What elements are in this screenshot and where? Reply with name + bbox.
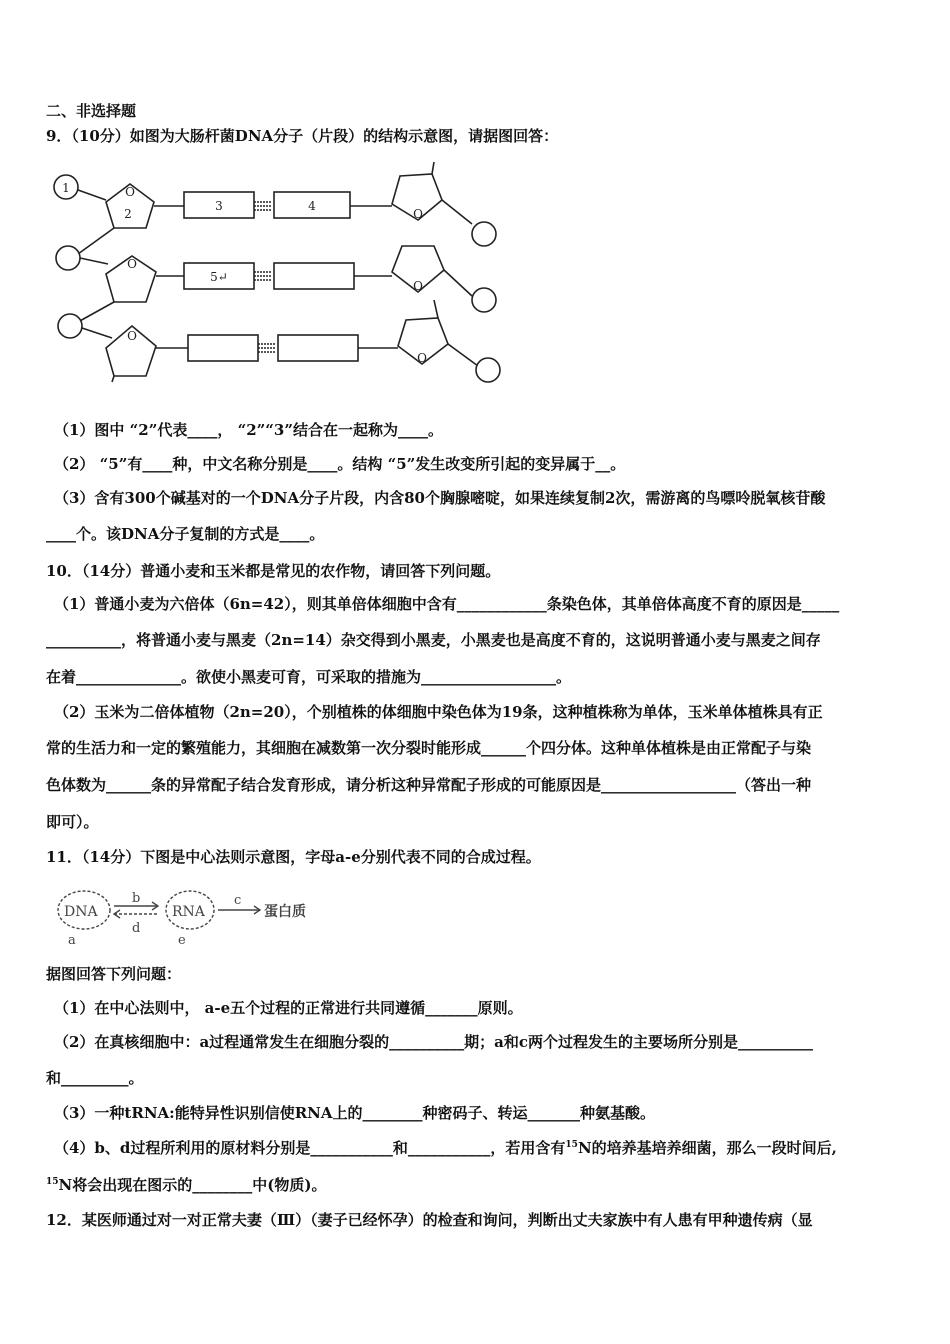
phosphate-circle xyxy=(472,222,496,246)
phosphate-circle xyxy=(476,358,500,382)
q10-sub1-line3: 在着______________。欲使小黑麦可育，可采取的措施为__________________。 xyxy=(46,668,572,686)
q10-sub2-line2: 常的生活力和一定的繁殖能力，其细胞在减数第一次分裂时能形成______个四分体。这种单体植株是由正常配子与染 xyxy=(46,739,812,757)
q11-stem: 11．（14分）下图是中心法则示意图，字母a-e分别代表不同的合成过程。 xyxy=(46,848,541,866)
label-2: 2 xyxy=(124,207,132,221)
label-d: d xyxy=(132,921,141,936)
label-e: e xyxy=(178,933,186,948)
phosphate-circle xyxy=(472,288,496,312)
q9-sub3-line1: （3）含有300个碱基对的一个DNA分子片段，内含80个胸腺嘧啶，如果连续复制2次，需游离的鸟嘌呤脱氧核苷酸 xyxy=(54,489,826,507)
dna-structure-diagram xyxy=(48,160,508,390)
ring-oxygen: O xyxy=(413,279,423,293)
ring-oxygen: O xyxy=(125,185,135,199)
q11-sub1: （1）在中心法则中， a-e五个过程的正常进行共同遵循_______原则。 xyxy=(54,999,523,1017)
ring-oxygen: O xyxy=(413,207,423,221)
label-b: b xyxy=(132,891,141,906)
q10-sub2-line1: （2）玉米为二倍体植物（2n=20），个别植株的体细胞中染色体为19条，这种植株称为单体，玉米单体植株具有正 xyxy=(54,703,823,721)
ring-oxygen: O xyxy=(417,351,427,365)
q10-stem: 10．（14分）普通小麦和玉米都是常见的农作物，请回答下列问题。 xyxy=(46,562,501,580)
label-5: 5↵ xyxy=(210,270,228,284)
q9-stem: 9．（10分）如图为大肠杆菌DNA分子（片段）的结构示意图，请据图回答： xyxy=(46,127,559,145)
q11-sub4-text-c: N将会出现在图示的________中(物质)。 xyxy=(58,1176,327,1194)
q11-sub4-text-b: N的培养基培养细菌，那么一段时间后, xyxy=(577,1139,837,1157)
ring-oxygen: O xyxy=(127,257,137,271)
q9-sub3-line2: ____个。该DNA分子复制的方式是____。 xyxy=(46,525,325,543)
label-c: c xyxy=(234,893,242,908)
q11-lead: 据图回答下列问题： xyxy=(46,965,182,983)
q11-sub4-line2 xyxy=(46,1175,910,1195)
phosphate-circle xyxy=(56,246,80,270)
q10-sub2-line3: 色体数为______条的异常配子结合发育形成，请分析这种异常配子形成的可能原因是__________________（答出一种 xyxy=(46,776,812,794)
isotope-superscript: 15 xyxy=(565,1140,578,1150)
q11-sub2-line2: 和_________。 xyxy=(46,1069,144,1087)
section-title: 二、非选择题 xyxy=(46,102,137,120)
dna-label: DNA xyxy=(64,904,98,920)
rna-label: RNA xyxy=(172,904,205,920)
q9-sub1: （1）图中 “2”代表____， “2”“3”结合在一起称为____。 xyxy=(54,421,443,439)
phosphate-circle xyxy=(58,314,82,338)
protein-label: 蛋白质 xyxy=(264,904,306,920)
q10-sub1-line1: （1）普通小麦为六倍体（6n=42），则其单倍体细胞中含有____________条染色体，其单倍体高度不育的原因是_____ xyxy=(54,595,840,613)
q9-sub2: （2） “5”有____种，中文名称分别是____。结构 “5”发生改变所引起的变异属于__。 xyxy=(54,455,626,473)
q12-stem: 12．某医师通过对一对正常夫妻（Ⅲ）（妻子已经怀孕）的检查和询问，判断出丈夫家族中有人患有甲种遗传病（显 xyxy=(46,1211,813,1229)
central-dogma-diagram xyxy=(48,876,348,948)
label-1: 1 xyxy=(62,181,70,195)
label-a: a xyxy=(68,933,76,948)
label-4: 4 xyxy=(308,199,316,213)
q10-sub2-line4: 即可）。 xyxy=(46,813,99,831)
q11-sub4-text-a: （4）b、d过程所利用的原材料分别是___________和___________，若用含有 xyxy=(54,1139,566,1157)
q11-sub4-line1 xyxy=(54,1138,910,1158)
q11-sub3: （3）一种tRNA:能特异性识别信使RNA上的________种密码子、转运_______种氨基酸。 xyxy=(54,1104,656,1122)
q10-sub1-line2: __________，将普通小麦与黑麦（2n=14）杂交得到小黑麦，小黑麦也是高度不育的，这说明普通小麦与黑麦之间存 xyxy=(46,631,821,649)
label-3: 3 xyxy=(215,199,223,213)
isotope-superscript: 15 xyxy=(46,1177,59,1187)
ring-oxygen: O xyxy=(127,329,137,343)
q11-sub2-line1: （2）在真核细胞中：a过程通常发生在细胞分裂的__________期；a和c两个过程发生的主要场所分别是__________ xyxy=(54,1033,814,1051)
